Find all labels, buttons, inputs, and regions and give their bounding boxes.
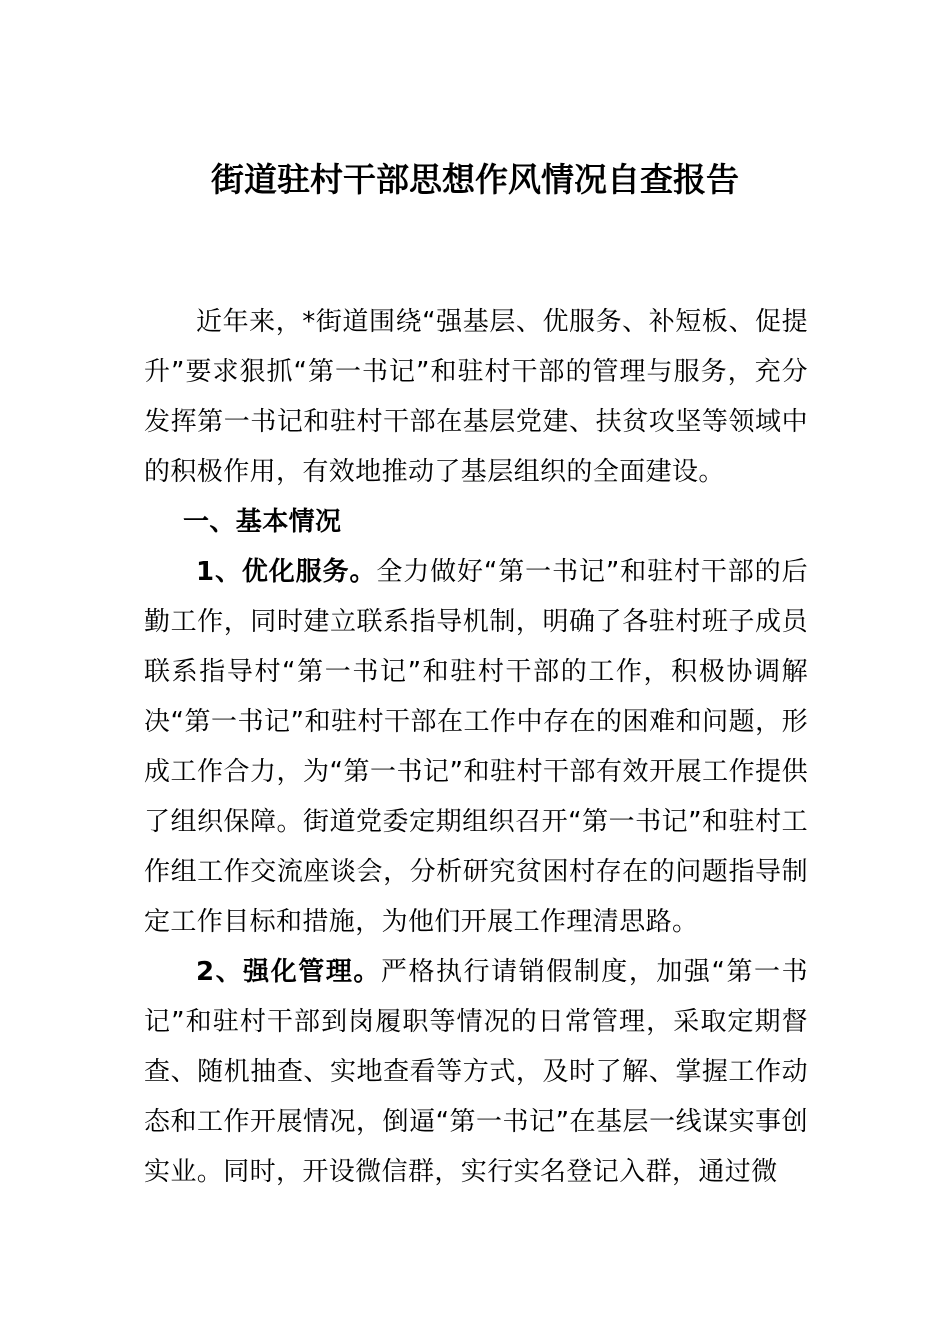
item-optimize-service-lead: 1、优化服务。 [196, 557, 377, 587]
item-strengthen-management-lead: 2、强化管理。 [196, 957, 381, 987]
item-optimize-service-text: 全力做好“第一书记”和驻村干部的后勤工作，同时建立联系指导机制，明确了各驻村班子成员联系指导村“第一书记”和驻村干部的工作，积极协调解决“第一书记”和驻村干部在工作中存在的困难和问题，形成工作合力，为“第一书记”和驻村干部有效开展工作提供了组织保障。街道党委定期组织召开“第一书记”和驻村工作组工作交流座谈会，分析研究贫困村存在的问题指导制定工作目标和措施，为他们开展工作理清思路。 [144, 557, 808, 937]
item-optimize-service [144, 547, 808, 947]
intro-paragraph: 近年来，*街道围绕“强基层、优服务、补短板、促提升”要求狠抓“第一书记”和驻村干部的管理与服务，充分发挥第一书记和驻村干部在基层党建、扶贫攻坚等领域中的积极作用，有效地推动了基层组织的全面建设。 [144, 307, 808, 487]
document-title: 街道驻村干部思想作风情况自查报告 [211, 160, 739, 199]
document-body [144, 297, 808, 1197]
section-heading-basic-situation: 一、基本情况 [183, 507, 342, 537]
item-strengthen-management [144, 947, 808, 1197]
item-strengthen-management-text: 严格执行请销假制度，加强“第一书记”和驻村干部到岗履职等情况的日常管理，采取定期督查、随机抽查、实地查看等方式，及时了解、掌握工作动态和工作开展情况，倒逼“第一书记”在基层一线谋实事创实业。同时，开设微信群，实行实名登记入群，通过微 [144, 957, 808, 1187]
